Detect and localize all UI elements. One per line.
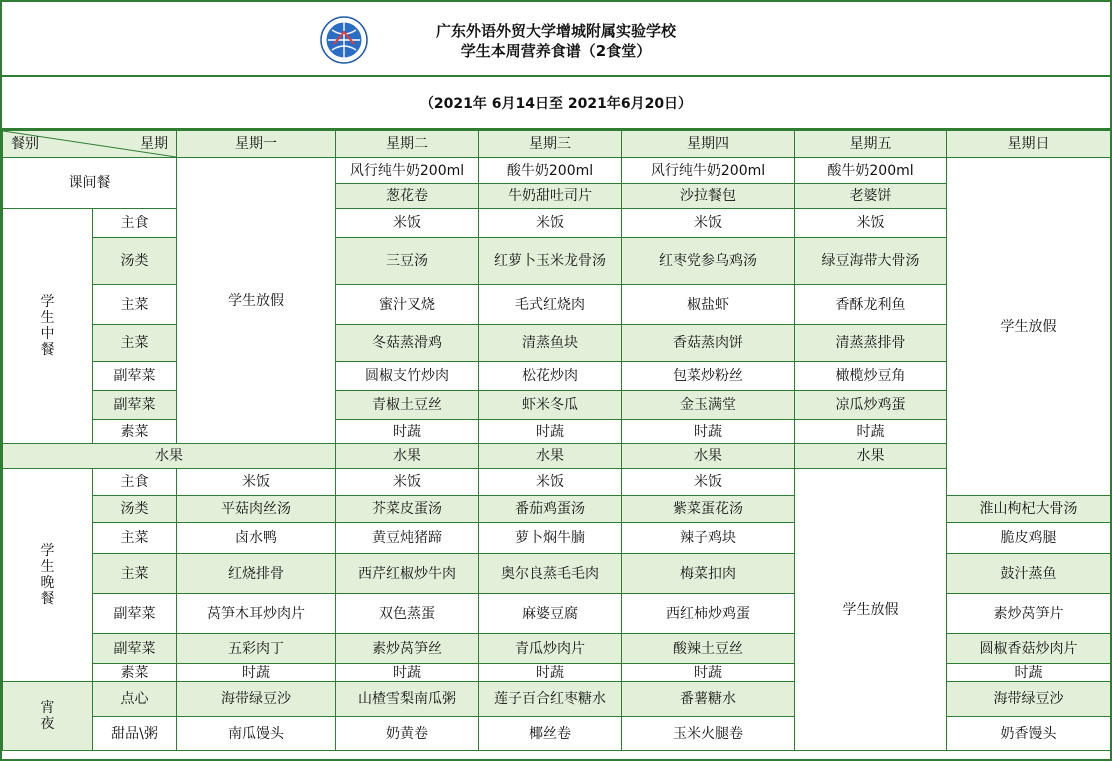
dinner-label: 学 生 晚 餐 xyxy=(3,469,93,682)
menu-cell: 红枣党参乌鸡汤 xyxy=(622,238,795,285)
dish-type: 主菜 xyxy=(93,554,177,594)
menu-cell: 橄榄炒豆角 xyxy=(795,362,947,391)
lunch-row xyxy=(3,238,1111,285)
lunch-row xyxy=(3,362,1111,391)
menu-cell: 麻婆豆腐 xyxy=(479,594,622,634)
menu-cell: 海带绿豆沙 xyxy=(947,682,1111,717)
dish-type: 主菜 xyxy=(93,523,177,554)
menu-cell: 米饭 xyxy=(177,469,336,496)
corner-meal-label: 餐别 xyxy=(11,136,39,152)
menu-cell: 五彩肉丁 xyxy=(177,634,336,664)
menu-cell: 香酥龙利鱼 xyxy=(795,285,947,325)
menu-cell: 鼓汁蒸鱼 xyxy=(947,554,1111,594)
menu-cell: 风行纯牛奶200ml xyxy=(622,158,795,184)
menu-cell: 圆椒支竹炒肉 xyxy=(336,362,479,391)
menu-cell: 番茄鸡蛋汤 xyxy=(479,496,622,523)
corner-day-label: 星期 xyxy=(140,136,168,152)
menu-cell: 葱花卷 xyxy=(336,184,479,209)
menu-cell: 时蔬 xyxy=(947,664,1111,682)
menu-cell: 风行纯牛奶200ml xyxy=(336,158,479,184)
menu-cell: 虾米冬瓜 xyxy=(479,391,622,420)
fruit-label: 水果 xyxy=(3,444,336,469)
menu-cell: 凉瓜炒鸡蛋 xyxy=(795,391,947,420)
header xyxy=(2,2,1110,77)
day-header: 星期一 xyxy=(177,131,336,158)
menu-cell: 辣子鸡块 xyxy=(622,523,795,554)
dish-type: 主食 xyxy=(93,469,177,496)
menu-cell: 水果 xyxy=(336,444,479,469)
menu-cell: 奶香馒头 xyxy=(947,717,1111,751)
menu-cell: 奶黄卷 xyxy=(336,717,479,751)
dish-type: 素菜 xyxy=(93,420,177,444)
menu-cell: 清蒸蒸排骨 xyxy=(795,325,947,362)
menu-cell: 时蔬 xyxy=(336,664,479,682)
date-range: （2021年 6月14日至 2021年6月20日） xyxy=(419,96,693,112)
break-row-milk xyxy=(3,158,1111,184)
menu-cell: 水果 xyxy=(795,444,947,469)
menu-cell: 萝卜焖牛腩 xyxy=(479,523,622,554)
menu-cell: 莴笋木耳炒肉片 xyxy=(177,594,336,634)
menu-cell: 米饭 xyxy=(795,209,947,238)
menu-cell: 番薯糖水 xyxy=(622,682,795,717)
menu-cell: 酸牛奶200ml xyxy=(795,158,947,184)
break-label: 课间餐 xyxy=(3,158,177,209)
menu-cell: 米饭 xyxy=(622,469,795,496)
holiday-cell: 学生放假 xyxy=(795,469,947,751)
menu-cell: 海带绿豆沙 xyxy=(177,682,336,717)
menu-cell: 酸辣土豆丝 xyxy=(622,634,795,664)
menu-cell: 时蔬 xyxy=(795,420,947,444)
menu-cell: 青瓜炒肉片 xyxy=(479,634,622,664)
menu-cell: 玉米火腿卷 xyxy=(622,717,795,751)
dish-type: 素菜 xyxy=(93,664,177,682)
fruit-row xyxy=(3,444,1111,469)
lunch-row xyxy=(3,285,1111,325)
menu-cell: 米饭 xyxy=(479,469,622,496)
menu-cell: 时蔬 xyxy=(622,420,795,444)
menu-cell: 素炒莴笋片 xyxy=(947,594,1111,634)
holiday-cell: 学生放假 xyxy=(947,158,1111,496)
menu-cell: 时蔬 xyxy=(177,664,336,682)
day-header: 星期五 xyxy=(795,131,947,158)
menu-cell: 酸牛奶200ml xyxy=(479,158,622,184)
menu-cell: 红萝卜玉米龙骨汤 xyxy=(479,238,622,285)
school-name: 广东外语外贸大学增城附属实验学校 xyxy=(435,22,676,40)
menu-cell: 蜜汁叉烧 xyxy=(336,285,479,325)
menu-cell: 米饭 xyxy=(479,209,622,238)
menu-cell: 平菇肉丝汤 xyxy=(177,496,336,523)
lunch-row xyxy=(3,391,1111,420)
menu-cell: 南瓜馒头 xyxy=(177,717,336,751)
menu-cell: 卤水鸭 xyxy=(177,523,336,554)
menu-cell: 三豆汤 xyxy=(336,238,479,285)
dish-type: 汤类 xyxy=(93,496,177,523)
menu-cell: 沙拉餐包 xyxy=(622,184,795,209)
dish-type: 副荤菜 xyxy=(93,391,177,420)
menu-cell: 山楂雪梨南瓜粥 xyxy=(336,682,479,717)
menu-cell: 牛奶甜吐司片 xyxy=(479,184,622,209)
day-header: 星期二 xyxy=(336,131,479,158)
menu-cell: 时蔬 xyxy=(336,420,479,444)
menu-cell: 香菇蒸肉饼 xyxy=(622,325,795,362)
holiday-cell: 学生放假 xyxy=(177,158,336,444)
menu-cell: 椒盐虾 xyxy=(622,285,795,325)
menu-cell: 黄豆炖猪蹄 xyxy=(336,523,479,554)
dish-type: 副荤菜 xyxy=(93,634,177,664)
dish-type: 点心 xyxy=(93,682,177,717)
menu-cell: 双色蒸蛋 xyxy=(336,594,479,634)
menu-cell: 包菜炒粉丝 xyxy=(622,362,795,391)
day-header: 星期日 xyxy=(947,131,1111,158)
menu-cell: 西芹红椒炒牛肉 xyxy=(336,554,479,594)
dish-type: 甜品\粥 xyxy=(93,717,177,751)
dish-type: 汤类 xyxy=(93,238,177,285)
menu-cell: 时蔬 xyxy=(479,664,622,682)
menu-cell: 冬菇蒸滑鸡 xyxy=(336,325,479,362)
dinner-row xyxy=(3,469,1111,496)
menu-table xyxy=(2,130,1111,751)
day-header-row xyxy=(3,131,1111,158)
lunch-row xyxy=(3,420,1111,444)
menu-cell: 清蒸鱼块 xyxy=(479,325,622,362)
menu-cell: 米饭 xyxy=(622,209,795,238)
lunch-row xyxy=(3,209,1111,238)
menu-cell: 素炒莴笋丝 xyxy=(336,634,479,664)
lunch-label: 学 生 中 餐 xyxy=(3,209,93,444)
menu-cell: 奥尔良蒸毛毛肉 xyxy=(479,554,622,594)
menu-cell: 老婆饼 xyxy=(795,184,947,209)
date-range-row xyxy=(2,77,1110,130)
night-label: 宵 夜 xyxy=(3,682,93,751)
menu-cell: 椰丝卷 xyxy=(479,717,622,751)
menu-cell: 时蔬 xyxy=(622,664,795,682)
dish-type: 主食 xyxy=(93,209,177,238)
dish-type: 主菜 xyxy=(93,285,177,325)
menu-cell: 时蔬 xyxy=(479,420,622,444)
corner-cell xyxy=(3,131,177,158)
menu-cell: 莲子百合红枣糖水 xyxy=(479,682,622,717)
menu-cell: 毛式红烧肉 xyxy=(479,285,622,325)
menu-title: 学生本周营养食谱（2食堂） xyxy=(460,42,652,60)
menu-cell: 脆皮鸡腿 xyxy=(947,523,1111,554)
menu-cell: 圆椒香菇炒肉片 xyxy=(947,634,1111,664)
menu-cell: 水果 xyxy=(479,444,622,469)
menu-cell: 绿豆海带大骨汤 xyxy=(795,238,947,285)
menu-cell: 红烧排骨 xyxy=(177,554,336,594)
menu-cell: 芥菜皮蛋汤 xyxy=(336,496,479,523)
day-header: 星期三 xyxy=(479,131,622,158)
day-header: 星期四 xyxy=(622,131,795,158)
lunch-row xyxy=(3,325,1111,362)
menu-cell: 米饭 xyxy=(336,469,479,496)
dish-type: 副荤菜 xyxy=(93,594,177,634)
menu-cell: 紫菜蛋花汤 xyxy=(622,496,795,523)
menu-cell: 青椒土豆丝 xyxy=(336,391,479,420)
menu-cell: 水果 xyxy=(622,444,795,469)
menu-cell: 西红柿炒鸡蛋 xyxy=(622,594,795,634)
menu-cell: 梅菜扣肉 xyxy=(622,554,795,594)
menu-cell: 淮山枸杞大骨汤 xyxy=(947,496,1111,523)
menu-cell: 米饭 xyxy=(336,209,479,238)
menu-cell: 松花炒肉 xyxy=(479,362,622,391)
dish-type: 主菜 xyxy=(93,325,177,362)
dish-type: 副荤菜 xyxy=(93,362,177,391)
menu-cell: 金玉满堂 xyxy=(622,391,795,420)
